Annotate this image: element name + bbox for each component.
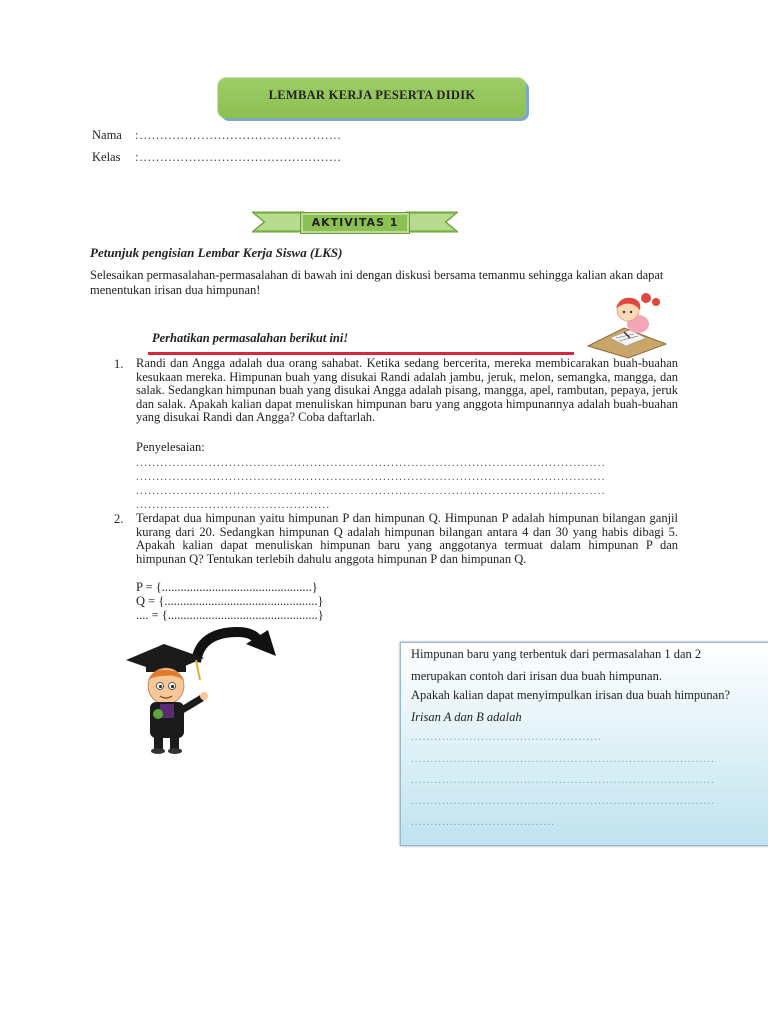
kelas-label: Kelas [92, 150, 121, 164]
box-line-1: Himpunan baru yang terbentuk dari permasalahan 1 dan 2 [411, 647, 702, 661]
box-line-2: merupakan contoh dari irisan dua buah himpunan. [411, 669, 662, 683]
answer-line: .................................................................................................................... [136, 485, 606, 497]
nama-dots: :................................................. [135, 128, 342, 142]
solution-label: Penyelesaian: [136, 440, 205, 454]
instructions-body: Selesaikan permasalahan-permasalahan di bawah ini dengan diskusi bersama temanmu sehingga kalian akan dapat menentukan irisan dua himpunan! [90, 268, 664, 297]
answer-line: ................................................ [136, 499, 331, 511]
red-divider [148, 352, 574, 355]
box-answer-line: ................................................. [411, 732, 603, 743]
kelas-field [92, 150, 342, 165]
answer-intersection: .... = {................................................} [136, 608, 324, 622]
box-line-3: Apakah kalian dapat menyimpulkan irisan dua buah himpunan? [411, 688, 731, 702]
box-answer-line: .............................................................................. [411, 796, 716, 807]
nama-field [92, 128, 342, 143]
question-2-text: Terdapat dua himpunan yaitu himpunan P dan himpunan Q. Himpunan P adalah himpunan bilangan ganjil kurang dari 20. Sedangkan himpunan Q adalah himpunan bilangan antara 4 dan 30 yang habis dibagi 5. Apakah kalian dapat menuliskan himpunan baru yang anggotanya termuat dalam himpunan P dan himpunan Q? Tentukan terlebih dahulu anggota himpunan P dan himpunan Q. [136, 511, 678, 566]
answer-p: P = {................................................} [136, 580, 318, 594]
conclusion-box [400, 642, 768, 846]
page-title: LEMBAR KERJA PESERTA DIDIK [218, 78, 526, 118]
box-answer-line: ..................................... [411, 817, 556, 828]
nama-label: Nama [92, 128, 122, 142]
kelas-dots: :................................................. [135, 150, 342, 164]
answer-q: Q = {.................................................} [136, 594, 324, 608]
activity-label: AKTIVITAS 1 [300, 212, 410, 234]
instructions-title: Petunjuk pengisian Lembar Kerja Siswa (LKS) [90, 245, 343, 260]
note-heading: Perhatikan permasalahan berikut ini! [152, 331, 349, 345]
question-1-text: Randi dan Angga adalah dua orang sahabat. Ketika sedang bercerita, mereka membicarakan buah-buahan kesukaan mereka. Himpunan buah yang disukai Randi adalah jambu, jeruk, melon, semangka, mangga, dan salak. Sedangkan himpunan buah yang disukai Angga adalah pisang, mangga, apel, rambutan, pepaya, jeruk dan salak. Apakah kalian dapat menuliskan himpunan baru yang anggota himpunannya adalah buah-buahan yang disukai Randi dan Angga? Coba daftarlah. [136, 356, 678, 425]
girl-writing-illustration [584, 288, 670, 360]
box-answer-line: .............................................................................. [411, 754, 716, 765]
answer-line: .................................................................................................................... [136, 471, 606, 483]
question-2-number: 2. [114, 512, 124, 526]
box-answer-line: .............................................................................. [411, 775, 716, 786]
box-line-4: Irisan A dan B adalah [411, 710, 522, 724]
answer-line: .................................................................................................................... [136, 457, 606, 469]
question-1-number: 1. [114, 357, 124, 371]
graduate-boy-illustration [124, 640, 216, 754]
